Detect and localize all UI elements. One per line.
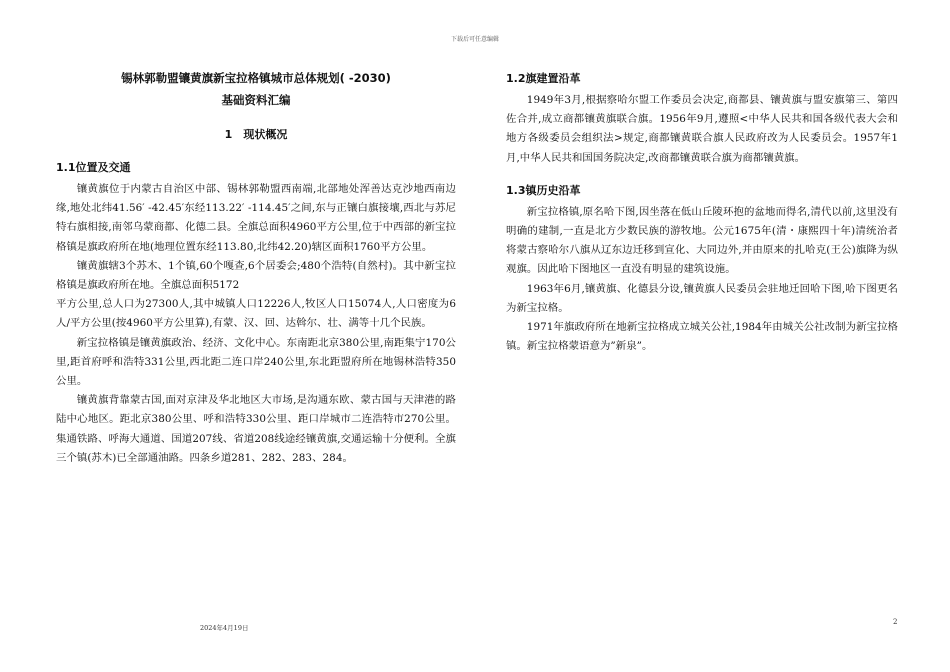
paragraph: 平方公里,总人口为27300人,其中城镇人口12226人,牧区人口15074人,人口密度为6人/平方公里(按4960平方公里算),有蒙、汉、回、达斡尔、壮、满等十几个民族。	[56, 298, 456, 330]
footer-date: 2024年4月19日	[200, 624, 249, 632]
paragraph: 镶黄旗位于内蒙古自治区中部、锡林郭勒盟西南端,北部地处浑善达克沙地西南边缘,地处北纬41.56′ -42.45′东经113.22′ -114.45′之间,东与正镶白旗接壤,西北与苏尼特右旗相接,南邻乌蒙商都、化德二县。全旗总面积4960平方公里,位于中西部的新宝拉格镇是旗政府所在地(地理位置东经113.80,北纬42.20)辖区面积1760平方公里。	[56, 183, 456, 253]
section-heading-town-history: 1.3镇历史沿革	[506, 183, 581, 197]
document-title: 锡林郭勒盟镶黄旗新宝拉格镇城市总体规划( -2030)	[121, 71, 391, 85]
chapter-heading: 1 现状概况	[224, 128, 288, 141]
paragraph: 新宝拉格镇,原名哈下图,因坐落在低山丘陵环抱的盆地而得名,清代以前,这里没有明确的建制,一直是北方少数民族的游牧地。公元1675年(清・康熙四十年)清统治者将蒙古察哈尔八旗从辽东边迁移到宣化、大同边外,并由原来的扎哈克(王公)旗降为纵观旗。因此哈下图地区一直没有明显的建筑设施。	[506, 205, 898, 276]
document-subtitle: 基础资料汇编	[221, 93, 291, 107]
paragraph: 1971年旗政府所在地新宝拉格成立城关公社,1984年由城关公社改制为新宝拉格镇。新宝拉格蒙语意为”新泉”。	[506, 321, 898, 353]
paragraph: 新宝拉格镇是镶黄旗政治、经济、文化中心。东南距北京380公里,南距集宁170公里,距首府呼和浩特331公里,西北距二连口岸240公里,东北距盟府所在地锡林浩特350公里。	[56, 336, 456, 388]
paragraph: 镶黄旗辖3个苏木、1个镇,60个嘎查,6个居委会;480个浩特(自然村)。其中新宝拉格镇是旗政府所在地。全旗总面积5172	[56, 259, 456, 292]
section-heading-banner-history: 1.2旗建置沿革	[506, 72, 581, 85]
header-note: 下载后可任意编辑	[450, 36, 499, 43]
right-column	[506, 70, 898, 356]
section-heading-location-transport: 1.1位置及交通	[56, 161, 131, 174]
paragraph: 1949年3月,根据察哈尔盟工作委员会决定,商都县、镶黄旗与盟安旗第三、第四佐合并,成立商都镶黄旗联合旗。1956年9月,遵照<中华人民共和国各级代表大会和地方各级委员会组织法>规定,商都镶黄联合旗人民政府改为人民委员会。1957年1月,中华人民共和国国务院决定,改商都镶黄联合旗为商都镶黄旗。	[506, 94, 898, 164]
paragraph: 镶黄旗背靠蒙古国,面对京津及华北地区大市场,是沟通东欧、蒙古国与天津港的路陆中心地区。距北京380公里、呼和浩特330公里、距口岸城市二连浩特市270公里。集通铁路、呼海大通道、国道207线、省道208线途经镶黄旗,交通运输十分便利。全旗三个镇(苏木)已全部通油路。四条乡道281、282、283、284。	[56, 394, 456, 464]
left-column	[56, 70, 456, 468]
paragraph: 1963年6月,镶黄旗、化德县分设,镶黄旗人民委员会驻地迁回哈下图,哈下图更名为新宝拉格。	[506, 282, 898, 314]
page-number: 2	[893, 618, 898, 626]
